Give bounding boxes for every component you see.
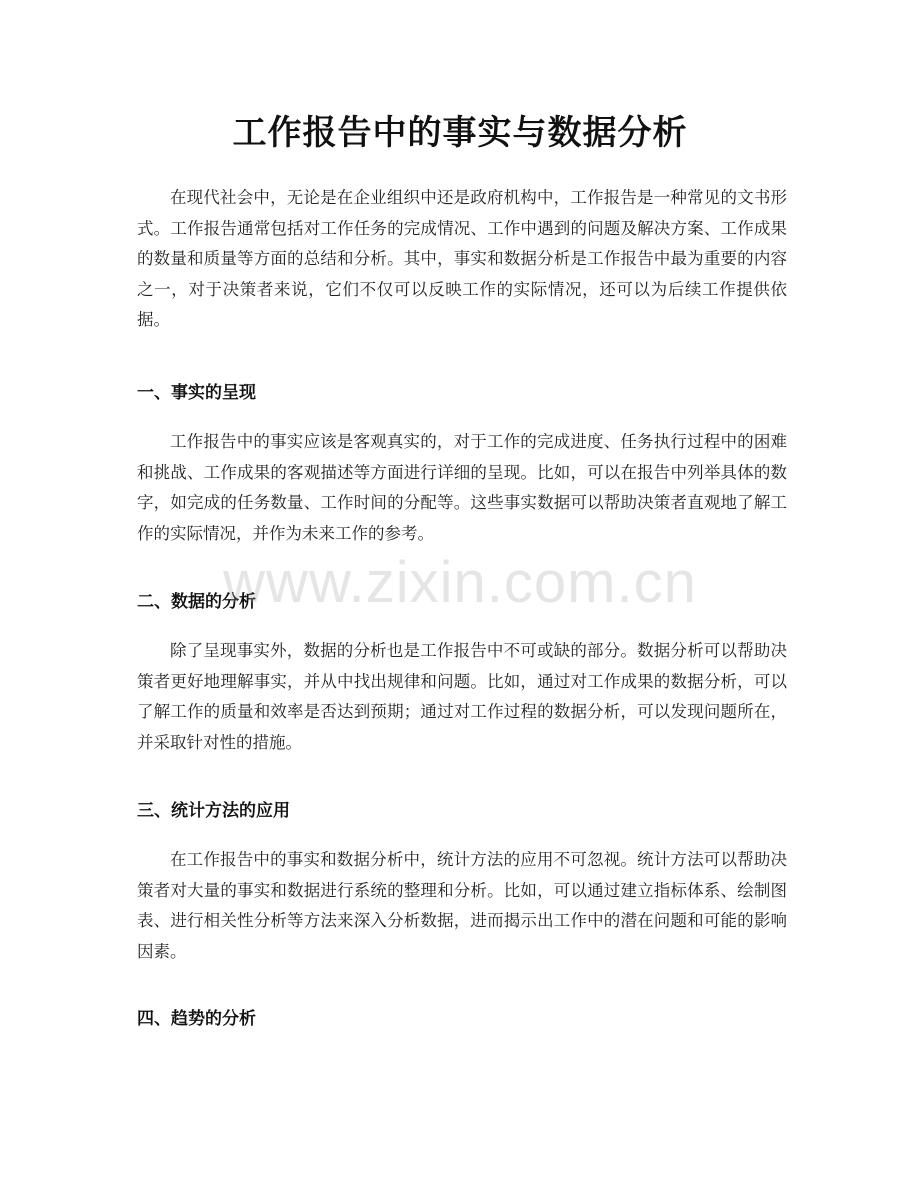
section-heading-1: 一、事实的呈现 xyxy=(137,383,256,403)
section-heading-3: 三、统计方法的应用 xyxy=(137,801,290,821)
watermark: www.zixin.com.cn xyxy=(223,550,697,615)
section-body-3: 在工作报告中的事实和数据分析中，统计方法的应用不可忽视。统计方法可以帮助决策者对大量的事实和数据进行系统的整理和分析。比如，可以通过建立指标体系、绘制图表、进行相关性分析等方法来深入分析数据，进而揭示出工作中的潜在问题和可能的影响因素。 xyxy=(137,850,787,961)
section-heading-2: 二、数据的分析 xyxy=(137,592,256,612)
section-body-1: 工作报告中的事实应该是客观真实的，对于工作的完成进度、任务执行过程中的困难和挑战、工作成果的客观描述等方面进行详细的呈现。比如，可以在报告中列举具体的数字，如完成的任务数量、工作时间的分配等。这些事实数据可以帮助决策者直观地了解工作的实际情况，并作为未来工作的参考。 xyxy=(137,432,787,543)
section-body-2: 除了呈现事实外，数据的分析也是工作报告中不可或缺的部分。数据分析可以帮助决策者更好地理解事实，并从中找出规律和问题。比如，通过对工作成果的数据分析，可以了解工作的质量和效率是否达到预期；通过对工作过程的数据分析，可以发现问题所在，并采取针对性的措施。 xyxy=(137,641,787,752)
intro-paragraph: 在现代社会中，无论是在企业组织中还是政府机构中，工作报告是一种常见的文书形式。工作报告通常包括对工作任务的完成情况、工作中遇到的问题及解决方案、工作成果的数量和质量等方面的总结和分析。其中，事实和数据分析是工作报告中最为重要的内容之一，对于决策者来说，它们不仅可以反映工作的实际情况，还可以为后续工作提供依据。 xyxy=(137,188,787,329)
section-heading-4: 四、趋势的分析 xyxy=(137,1009,256,1029)
document-title: 工作报告中的事实与数据分析 xyxy=(232,113,688,153)
